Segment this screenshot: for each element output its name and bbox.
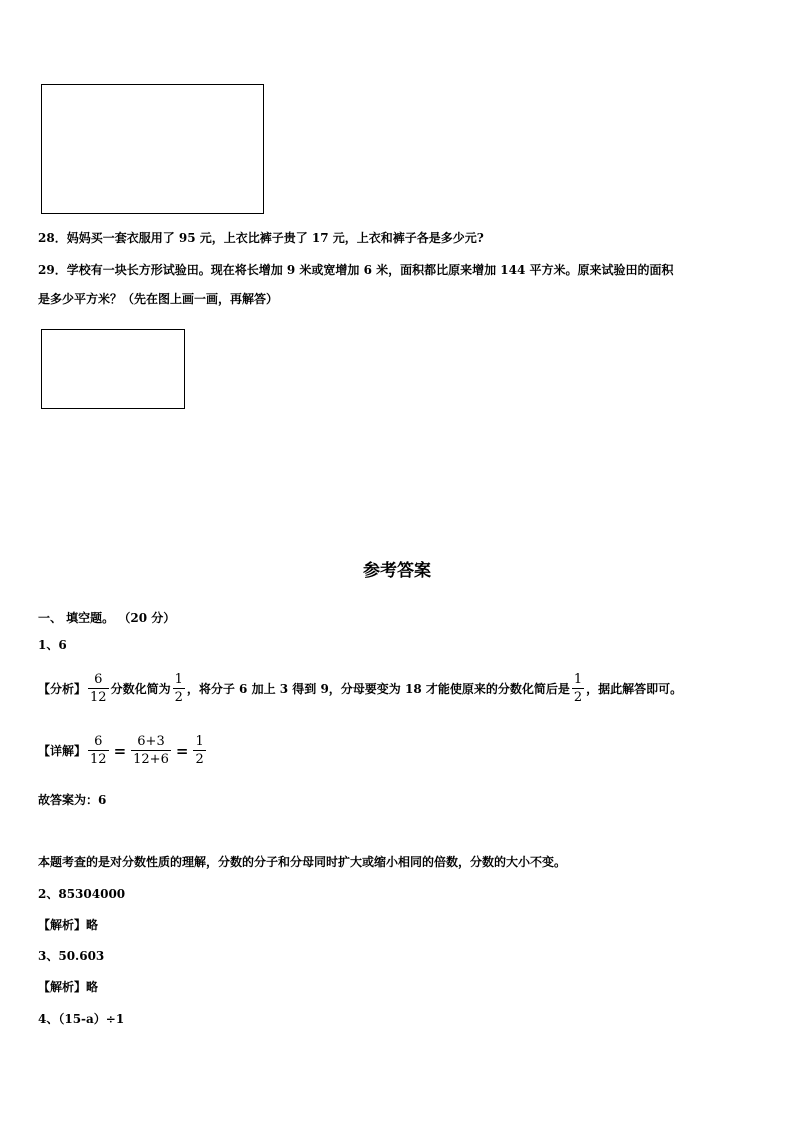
- analysis-text: 分数化简为: [110, 682, 171, 696]
- analysis-text: ，将分子 6 加上 3 得到 9，分母要变为 18 才能使原来的分数化简后是: [186, 682, 570, 696]
- answer-3-note: 【解析】略: [38, 980, 99, 994]
- answer-1-label: 1、6: [38, 638, 67, 652]
- analysis-text: ，据此解答即可。: [586, 682, 683, 696]
- fraction: $\frac{6+3}{12+6}$: [133, 734, 169, 767]
- section-heading: 一、 填空题。 （20 分）: [38, 611, 176, 625]
- fraction: $\frac{6}{12}$: [90, 734, 107, 767]
- answer-2-note: 【解析】略: [38, 918, 99, 932]
- answer-title: 参考答案: [363, 561, 431, 581]
- answer-2-label: 2、85304000: [38, 887, 126, 901]
- drawing-box-q27: [41, 84, 264, 214]
- answer-1-final: 故答案为：6: [38, 793, 107, 807]
- answer-1-analysis: [38, 671, 682, 706]
- answer-1-detail: [38, 733, 208, 768]
- answer-4-label: 4、（15-a）÷1: [38, 1012, 125, 1026]
- fraction: $\frac{6}{12}$: [90, 672, 107, 705]
- answer-1-summary: 本题考查的是对分数性质的理解，分数的分子和分母同时扩大或缩小相同的倍数，分数的大小不变。: [38, 855, 567, 869]
- question-29-line2: 是多少平方米？（先在图上画一画，再解答）: [38, 292, 279, 306]
- detail-tag: 【详解】: [38, 744, 87, 758]
- fraction: $\frac{1}{2}$: [174, 672, 183, 705]
- fraction: $\frac{1}{2}$: [195, 734, 204, 767]
- drawing-box-q29: [41, 329, 185, 409]
- fraction: $\frac{1}{2}$: [573, 672, 583, 705]
- answer-3-label: 3、50.603: [38, 949, 105, 963]
- equals-sign: =: [113, 741, 127, 760]
- question-28: 28．妈妈买一套衣服用了 95 元，上衣比裤子贵了 17 元，上衣和裤子各是多少元?: [38, 231, 484, 245]
- analysis-tag: 【分析】: [38, 682, 87, 696]
- question-29-line1: 29．学校有一块长方形试验田。现在将长增加 9 米或宽增加 6 米，面积都比原来增加 144 平方米。原来试验田的面积: [38, 263, 674, 277]
- equals-sign: =: [175, 741, 189, 760]
